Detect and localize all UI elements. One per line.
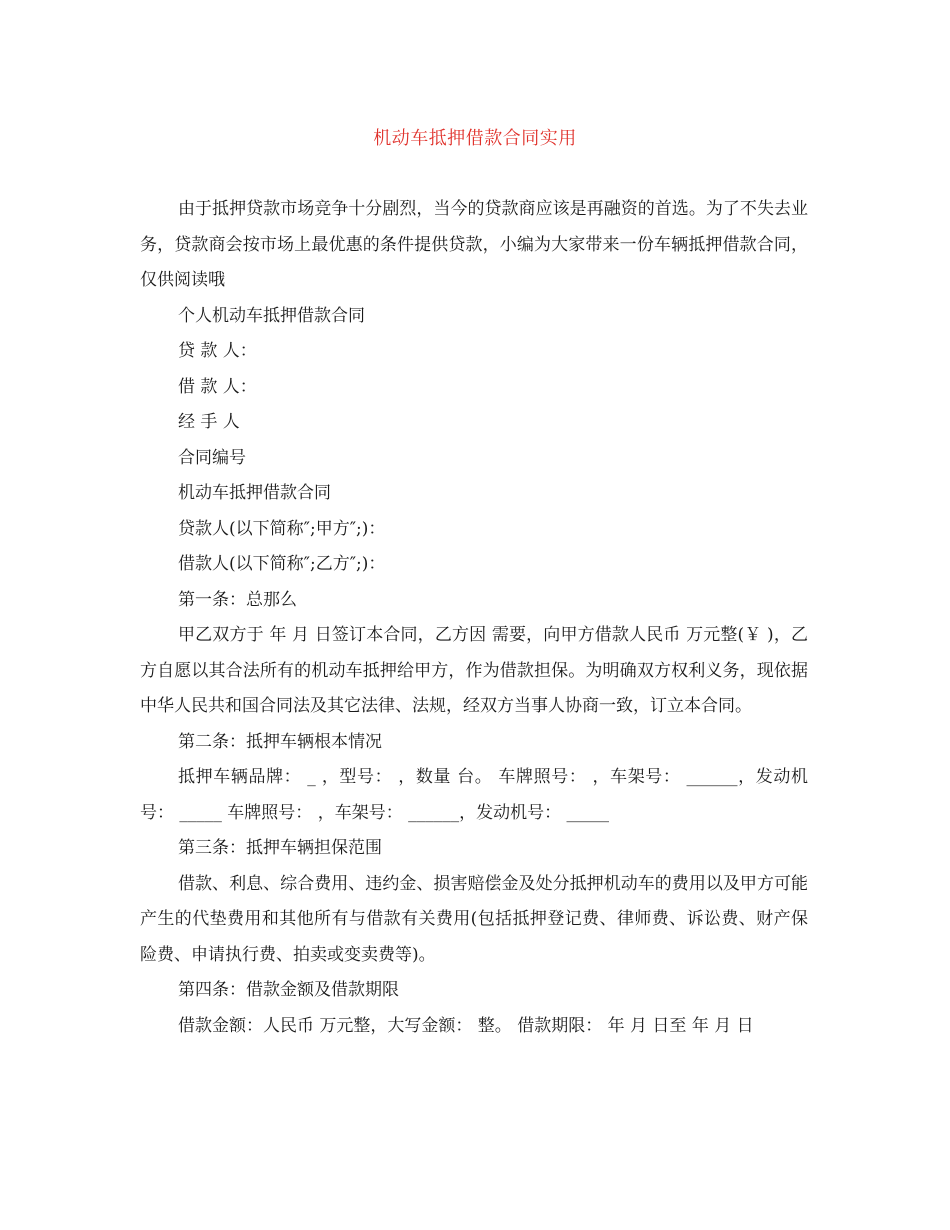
contract-subtitle: 机动车抵押借款合同 bbox=[178, 483, 331, 503]
borrower-field: 借 款 人： bbox=[178, 376, 257, 397]
article-4-heading: 第四条：借款金额及借款期限 bbox=[178, 980, 399, 1000]
article-2-body: 抵押车辆品牌： _ ，型号： ，数量 台。 车牌照号： ，车架号： ______，发动机号： _____ 车牌照号： ，车架号： ______，发动机号： _____ bbox=[140, 767, 808, 823]
contract-heading: 个人机动车抵押借款合同 bbox=[178, 305, 365, 326]
article-1-body: 甲乙双方于 年 月 日签订本合同，乙方因 需要，向甲方借款人民币 万元整(￥ )，乙方自愿以其合法所有的机动车抵押给甲方，作为借款担保。为明确双方权利义务，现依据中华人民共和国合同法及其它法律、法规，经双方当事人协商一致，订立本合同。 bbox=[140, 625, 808, 716]
handler-field: 经 手 人 bbox=[178, 412, 240, 432]
intro-paragraph: 由于抵押贷款市场竞争十分剧烈，当今的贷款商应该是再融资的首选。为了不失去业务，贷款商会按市场上最优惠的条件提供贷款，小编为大家带来一份车辆抵押借款合同，仅供阅读哦 bbox=[140, 199, 808, 290]
document-body bbox=[140, 192, 808, 1044]
article-2-heading: 第二条：抵押车辆根本情况 bbox=[178, 731, 382, 752]
lender-field: 贷 款 人： bbox=[178, 341, 257, 361]
party-b-line: 借款人(以下简称″;乙方″;)： bbox=[178, 554, 386, 574]
article-3-heading: 第三条：抵押车辆担保范围 bbox=[178, 838, 382, 858]
party-a-line: 贷款人(以下简称″;甲方″;)： bbox=[178, 518, 386, 539]
article-4-body: 借款金额：人民币 万元整，大写金额： 整。 借款期限： 年 月 日至 年 月 日 bbox=[178, 1015, 754, 1036]
document-title: 机动车抵押借款合同实用 bbox=[373, 128, 577, 149]
contract-number-field: 合同编号 bbox=[178, 447, 246, 468]
article-3-body: 借款、利息、综合费用、违约金、损害赔偿金及处分抵押机动车的费用以及甲方可能产生的代垫费用和其他所有与借款有关费用(包括抵押登记费、律师费、诉讼费、财产保险费、申请执行费、拍卖或变卖费等)。 bbox=[140, 873, 808, 965]
article-1-heading: 第一条：总那么 bbox=[178, 589, 297, 610]
